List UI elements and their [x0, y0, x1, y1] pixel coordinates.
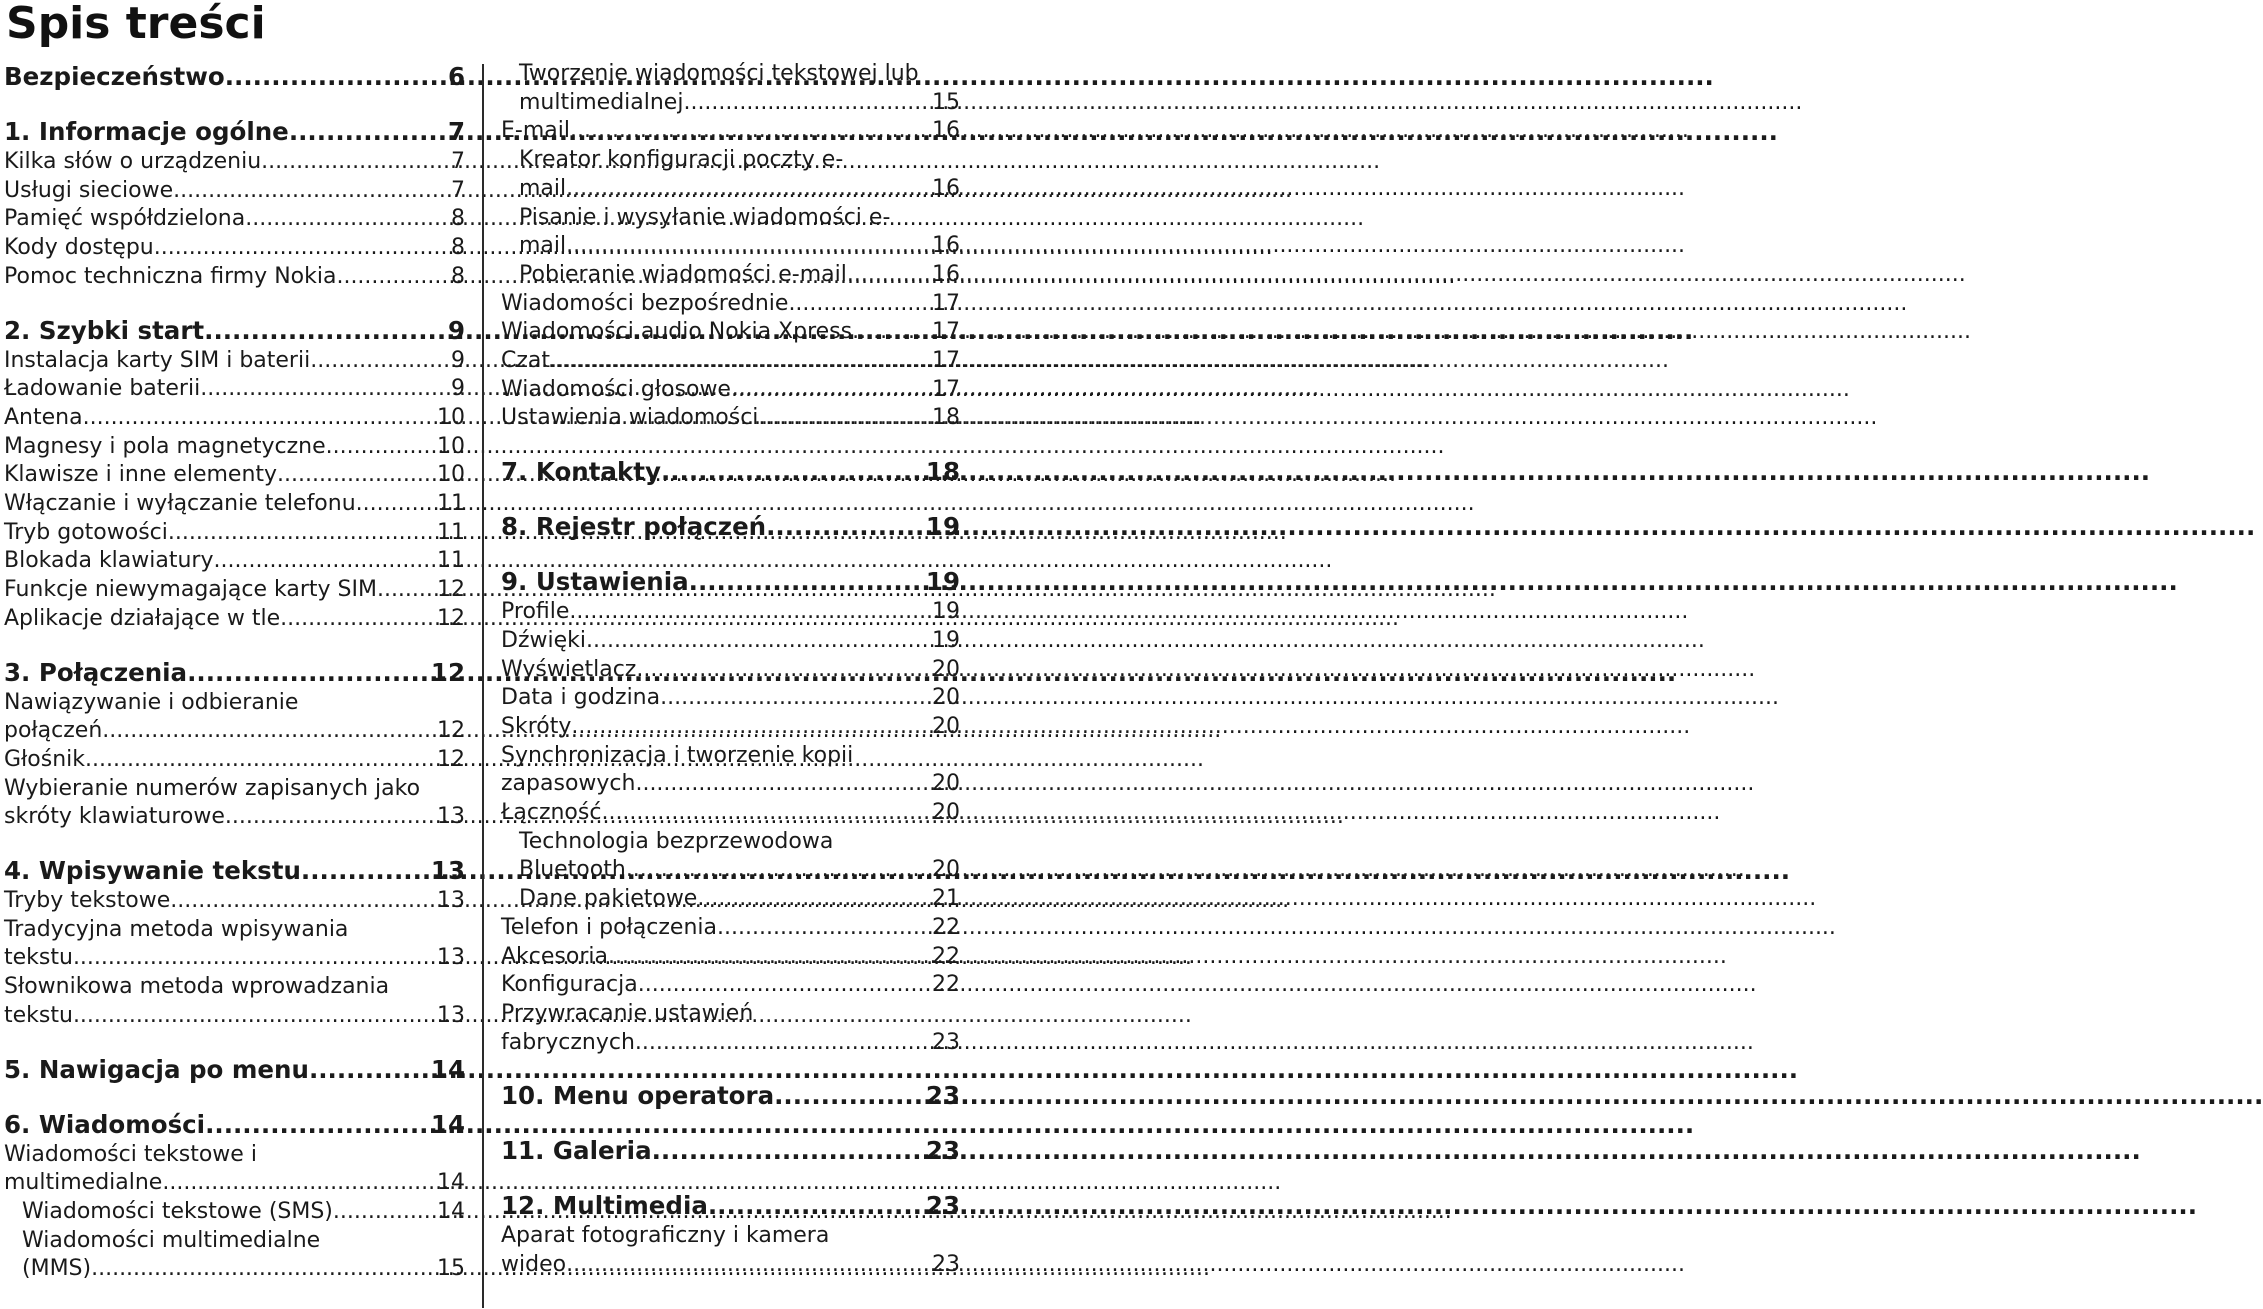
toc-section-entry[interactable]: [501, 1029, 960, 1058]
toc-section-entry[interactable]: [501, 770, 960, 799]
toc-entry-title: Bezpieczeństwo: [4, 62, 225, 91]
toc-page-number: 16: [932, 261, 960, 287]
dot-leader: [377, 576, 437, 605]
toc-entry-title: 1. Informacje ogólne: [4, 117, 289, 146]
toc-page-number: 17: [932, 348, 960, 374]
toc-entry-title: Usługi sieciowe: [4, 177, 174, 203]
toc-page-number: 22: [932, 972, 960, 998]
section-gap: [4, 93, 465, 115]
toc-page-number: 13: [437, 1002, 465, 1028]
toc-page-number: 16: [932, 233, 960, 259]
toc-section-entry[interactable]: [4, 234, 465, 263]
toc-entry-title: Instalacja karty SIM i baterii: [4, 347, 311, 373]
toc-section-entry[interactable]: [4, 461, 465, 490]
dot-leader: [173, 177, 451, 206]
toc-chapter-entry[interactable]: [4, 115, 465, 148]
toc-entry-title: Antena: [4, 404, 83, 430]
toc-page-number: 12: [437, 577, 465, 603]
toc-section-entry[interactable]: [4, 347, 465, 376]
toc-entry-line[interactable]: Słownikowa metoda wprowadzania: [4, 974, 390, 1000]
dot-leader: [601, 799, 932, 828]
toc-entry-title: Pamięć współdzielona: [4, 206, 246, 232]
toc-entry-title: Wiadomości tekstowe (SMS): [22, 1198, 333, 1224]
section-gap: [501, 1057, 960, 1079]
toc-entry-line[interactable]: Wybieranie numerów zapisanych jako: [4, 775, 421, 801]
toc-entry-line[interactable]: Pisanie i wysyłanie wiadomości e-: [519, 204, 891, 230]
toc-section-entry[interactable]: [4, 1002, 465, 1031]
dot-leader: [73, 1002, 437, 1031]
toc-page-number: 20: [932, 857, 960, 883]
section-gap: [501, 1167, 960, 1189]
toc-section-entry[interactable]: [4, 1255, 465, 1284]
toc-right-column: [501, 60, 960, 1280]
toc-page-number: 17: [932, 319, 960, 345]
toc-entry-line[interactable]: Przywracanie ustawień: [501, 1000, 754, 1026]
toc-entry-title: 5. Nawigacja po menu: [4, 1054, 309, 1084]
toc-entry-line[interactable]: Wiadomości multimedialne: [22, 1227, 321, 1253]
toc-section-entry[interactable]: [501, 404, 960, 433]
toc-entry-title: E-mail: [501, 118, 570, 144]
toc-page-number: 22: [932, 943, 960, 969]
toc-section-entry[interactable]: [4, 605, 465, 634]
dot-leader: [774, 1079, 926, 1112]
toc-page-number: 13: [437, 804, 465, 830]
toc-entry-line[interactable]: Nawiązywanie i odbieranie: [4, 689, 299, 715]
toc-entry-line[interactable]: Kreator konfiguracji poczty e-: [519, 147, 844, 173]
toc-section-entry[interactable]: [4, 576, 465, 605]
toc-page-number: 9: [451, 376, 465, 402]
toc-entry-title: Łączność: [501, 800, 602, 826]
toc-section-entry[interactable]: [501, 856, 960, 885]
toc-section-entry[interactable]: [501, 1251, 960, 1280]
toc-section-entry[interactable]: [4, 547, 465, 576]
toc-page-number: 7: [451, 177, 465, 203]
dot-leader: [683, 89, 932, 118]
toc-section-entry[interactable]: [501, 799, 960, 828]
toc-section-entry[interactable]: [501, 656, 960, 685]
toc-entry-title: Wiadomości bezpośrednie: [501, 290, 789, 316]
dot-leader: [310, 347, 451, 376]
toc-section-entry[interactable]: [501, 914, 960, 943]
dot-leader: [73, 944, 437, 973]
toc-page-number: 19: [932, 627, 960, 653]
dot-leader: [168, 519, 437, 548]
dot-leader: [608, 943, 932, 972]
toc-chapter-entry[interactable]: [501, 455, 960, 488]
dot-leader: [162, 1169, 437, 1198]
dot-leader: [205, 1108, 431, 1141]
toc-section-entry[interactable]: [4, 746, 465, 775]
toc-entry-title: tekstu: [4, 1002, 73, 1028]
dot-leader: [280, 605, 437, 634]
toc-section-entry[interactable]: [501, 885, 960, 914]
toc-section-entry[interactable]: [4, 803, 465, 832]
toc-page-number: 17: [932, 290, 960, 316]
dot-leader: [570, 117, 932, 146]
dot-leader: [566, 232, 932, 261]
toc-entry-title: Akcesoria: [501, 943, 608, 969]
dot-leader: [326, 433, 437, 462]
toc-section-entry[interactable]: [501, 684, 960, 713]
toc-page-number: 20: [932, 771, 960, 797]
section-gap: [4, 292, 465, 314]
dot-leader: [245, 205, 451, 234]
toc-page-number: 14: [437, 1170, 465, 1196]
dot-leader: [301, 854, 431, 887]
toc-section-entry[interactable]: [501, 943, 960, 972]
toc-entry-title: skróty klawiaturowe: [4, 804, 225, 830]
dot-leader: [660, 684, 932, 713]
dot-leader: [550, 347, 932, 376]
dot-leader: [336, 263, 451, 292]
toc-entry-title: 2. Szybki start: [4, 315, 205, 345]
toc-entry-title: mail: [519, 175, 567, 201]
dot-leader: [102, 717, 437, 746]
toc-page-number: 11: [437, 491, 465, 517]
dot-leader: [569, 598, 932, 627]
toc-page-number: 15: [437, 1256, 465, 1282]
toc-section-entry[interactable]: [4, 490, 465, 519]
dot-leader: [697, 885, 932, 914]
toc-entry-title: Klawisze i inne elementy: [4, 462, 278, 488]
toc-page-number: 19: [932, 599, 960, 625]
toc-section-entry[interactable]: [501, 627, 960, 656]
section-gap: [4, 1031, 465, 1053]
dot-leader: [566, 175, 932, 204]
dot-leader: [635, 1029, 932, 1058]
toc-page-number: 10: [437, 404, 465, 430]
toc-section-entry[interactable]: [501, 713, 960, 742]
dot-leader: [204, 314, 448, 347]
toc-entry-title: Pomoc techniczna firmy Nokia: [4, 263, 337, 289]
toc-section-entry[interactable]: [4, 944, 465, 973]
dot-leader: [277, 461, 437, 490]
toc-entry-title: 9. Ustawienia: [501, 567, 689, 597]
section-gap: [4, 832, 465, 854]
dot-leader: [289, 115, 448, 148]
dot-leader: [661, 455, 926, 488]
toc-entry-title: fabrycznych: [501, 1029, 635, 1055]
toc-page-number: 8: [451, 263, 465, 289]
toc-page-number: 12: [437, 718, 465, 744]
toc-page-number: 13: [437, 888, 465, 914]
toc-entry-title: Głośnik: [4, 746, 86, 772]
toc-entry-title: Wiadomości audio Nokia Xpress: [501, 319, 853, 345]
toc-entry-title: Skróty: [501, 713, 572, 739]
toc-chapter-entry[interactable]: [4, 1053, 465, 1086]
toc-entry-title: Magnesy i pola magnetyczne: [4, 433, 326, 459]
toc-page-number: 15: [932, 89, 960, 115]
dot-leader: [200, 375, 451, 404]
dot-leader: [225, 60, 448, 93]
toc-entry-title: mail: [519, 233, 567, 259]
toc-section-entry[interactable]: [4, 375, 465, 404]
toc-page-number: 23: [925, 1191, 960, 1221]
toc-page-number: 14: [437, 1198, 465, 1224]
toc-section-entry[interactable]: [501, 117, 960, 146]
toc-entry-title: Ładowanie baterii: [4, 376, 201, 402]
toc-entry-title: Tryb gotowości: [4, 519, 168, 545]
dot-leader: [85, 746, 437, 775]
dot-leader: [689, 565, 926, 598]
dot-leader: [309, 1053, 431, 1086]
toc-page-number: 14: [430, 1054, 465, 1084]
dot-leader: [187, 656, 431, 689]
toc-entry-title: Bluetooth: [519, 857, 626, 883]
toc-entry-title: 12. Multimedia: [501, 1191, 708, 1221]
toc-chapter-entry[interactable]: [4, 854, 465, 887]
dot-leader: [636, 656, 932, 685]
toc-section-entry[interactable]: [4, 404, 465, 433]
toc-section-entry[interactable]: [4, 717, 465, 746]
toc-entry-title: Ustawienia wiadomości: [501, 405, 759, 431]
toc-entry-title: Konfiguracja: [501, 972, 638, 998]
toc-page-number: 13: [430, 856, 465, 886]
toc-page-number: 9: [451, 347, 465, 373]
toc-entry-title: multimedialnej: [519, 89, 684, 115]
toc-page-number: 12: [437, 746, 465, 772]
dot-leader: [356, 490, 437, 519]
dot-leader: [717, 914, 932, 943]
dot-leader: [261, 148, 451, 177]
toc-section-entry[interactable]: [4, 1169, 465, 1198]
toc-page-number: 20: [932, 800, 960, 826]
toc-section-entry[interactable]: [501, 261, 960, 290]
toc-page-number: 17: [932, 376, 960, 402]
toc-page-number: 23: [932, 1252, 960, 1278]
toc-section-entry[interactable]: [501, 971, 960, 1000]
section-gap: [501, 488, 960, 510]
toc-entry-title: Data i godzina: [501, 685, 661, 711]
toc-page-number: 23: [932, 1029, 960, 1055]
dot-leader: [225, 803, 437, 832]
toc-page-number: 11: [437, 548, 465, 574]
toc-entry-line[interactable]: Technologia bezprzewodowa: [519, 828, 834, 854]
toc-entry-title: Dane pakietowe: [519, 886, 698, 912]
dot-leader: [708, 1189, 926, 1222]
toc-entry-line[interactable]: Wiadomości tekstowe i: [4, 1141, 257, 1167]
dot-leader: [847, 261, 932, 290]
toc-entry-line[interactable]: Aparat fotograficzny i kamera: [501, 1223, 830, 1249]
toc-section-entry[interactable]: [501, 318, 960, 347]
toc-page-number: 8: [451, 206, 465, 232]
toc-page-number: 8: [451, 235, 465, 261]
dot-leader: [852, 318, 932, 347]
toc-section-entry[interactable]: [501, 89, 960, 118]
toc-page-number: 14: [430, 1109, 465, 1139]
toc-entry-title: (MMS): [22, 1256, 92, 1282]
section-gap: [501, 543, 960, 565]
toc-page-number: 16: [932, 118, 960, 144]
toc-chapter-entry[interactable]: [4, 314, 465, 347]
dot-leader: [626, 856, 932, 885]
toc-page-number: 21: [932, 886, 960, 912]
toc-entry-title: 7. Kontakty: [501, 457, 661, 487]
toc-page-number: 18: [925, 457, 960, 487]
toc-section-entry[interactable]: [4, 177, 465, 206]
toc-entry-title: multimedialne: [4, 1170, 163, 1196]
section-gap: [501, 433, 960, 455]
dot-leader: [83, 404, 437, 433]
toc-page-number: 12: [437, 605, 465, 631]
dot-leader: [766, 510, 926, 543]
toc-section-entry[interactable]: [4, 1198, 465, 1227]
toc-section-entry[interactable]: [501, 175, 960, 204]
dot-leader: [170, 887, 437, 916]
toc-entry-title: Telefon i połączenia: [501, 914, 718, 940]
toc-section-entry[interactable]: [501, 347, 960, 376]
dot-leader: [638, 971, 932, 1000]
dot-leader: [214, 547, 438, 576]
toc-section-entry[interactable]: [4, 519, 465, 548]
section-gap: [4, 634, 465, 656]
toc-entry-title: Wyświetlacz: [501, 656, 637, 682]
toc-entry-title: zapasowych: [501, 771, 636, 797]
toc-page-number: 16: [932, 175, 960, 201]
toc-entry-title: Funkcje niewymagające karty SIM: [4, 577, 377, 603]
dot-leader: [154, 234, 451, 263]
dot-leader: [652, 1134, 926, 1167]
toc-page-number: 6: [447, 62, 465, 91]
dot-leader: [731, 376, 932, 405]
toc-entry-title: 10. Menu operatora: [501, 1081, 775, 1111]
toc-entry-title: Kilka słów o urządzeniu: [4, 149, 262, 174]
toc-page-number: 20: [932, 685, 960, 711]
toc-entry-title: Aplikacje działające w tle: [4, 605, 281, 631]
toc-entry-line[interactable]: Tworzenie wiadomości tekstowej lub: [519, 61, 919, 86]
toc-section-entry[interactable]: [501, 598, 960, 627]
toc-chapter-entry[interactable]: [501, 1134, 960, 1167]
toc-entry-line[interactable]: Synchronizacja i tworzenie kopii: [501, 742, 854, 768]
section-gap: [501, 1112, 960, 1134]
toc-chapter-entry[interactable]: [501, 510, 960, 543]
toc-entry-title: Blokada klawiatury: [4, 548, 214, 574]
dot-leader: [566, 1251, 932, 1280]
toc-entry-title: Wiadomości głosowe: [501, 376, 731, 402]
toc-section-entry[interactable]: [4, 205, 465, 234]
dot-leader: [758, 404, 932, 433]
toc-page-number: 23: [925, 1136, 960, 1166]
toc-chapter-entry[interactable]: [4, 60, 465, 93]
toc-chapter-entry[interactable]: [501, 1189, 960, 1222]
toc-entry-title: połączeń: [4, 718, 103, 744]
toc-entry-title: Dźwięki: [501, 627, 586, 653]
toc-entry-line[interactable]: Tradycyjna metoda wpisywania: [4, 916, 349, 942]
section-gap: [4, 1086, 465, 1108]
toc-section-entry[interactable]: [4, 148, 465, 177]
dot-leader: [333, 1198, 437, 1227]
toc-page-number: 19: [925, 512, 960, 542]
toc-section-entry[interactable]: [4, 887, 465, 916]
toc-section-entry[interactable]: [4, 433, 465, 462]
dot-leader: [788, 290, 932, 319]
dot-leader: [571, 713, 932, 742]
toc-page-number: 19: [925, 567, 960, 597]
toc-page-number: 7: [451, 149, 465, 174]
page-title: Spis treści: [6, 0, 266, 49]
toc-page-number: 10: [437, 462, 465, 488]
toc-entry-title: Czat: [501, 348, 551, 374]
toc-chapter-entry[interactable]: [501, 1079, 960, 1112]
toc-entry-title: Kody dostępu: [4, 235, 154, 261]
toc-entry-title: tekstu: [4, 945, 73, 971]
toc-page-number: 12: [430, 657, 465, 687]
toc-entry-title: 3. Połączenia: [4, 657, 188, 687]
toc-page-number: 9: [447, 315, 465, 345]
toc-section-entry[interactable]: [501, 376, 960, 405]
toc-page-number: 13: [437, 945, 465, 971]
toc-entry-title: Pobieranie wiadomości e-mail: [519, 261, 847, 287]
toc-section-entry[interactable]: [4, 263, 465, 292]
column-divider: [482, 64, 484, 1308]
toc-entry-title: Włączanie i wyłączanie telefonu: [4, 491, 356, 517]
toc-chapter-entry[interactable]: [501, 565, 960, 598]
toc-page-number: 11: [437, 519, 465, 545]
toc-section-entry[interactable]: [501, 232, 960, 261]
toc-page-number: 10: [437, 433, 465, 459]
toc-entry-title: 8. Rejestr połączeń: [501, 512, 767, 542]
toc-page-number: 20: [932, 656, 960, 682]
toc-chapter-entry[interactable]: [4, 1108, 465, 1141]
toc-entry-title: 11. Galeria: [501, 1136, 652, 1166]
dot-leader: [91, 1255, 437, 1284]
toc-page-number: 18: [932, 405, 960, 431]
toc-chapter-entry[interactable]: [4, 656, 465, 689]
toc-entry-title: Profile: [501, 599, 570, 625]
dot-leader: [586, 627, 932, 656]
toc-entry-title: Tryby tekstowe: [4, 888, 171, 914]
dot-leader: [635, 770, 932, 799]
toc-page-number: 20: [932, 713, 960, 739]
toc-entry-title: 4. Wpisywanie tekstu: [4, 856, 301, 886]
toc-left-column: [4, 60, 465, 1284]
toc-page-number: 7: [447, 117, 465, 146]
toc-section-entry[interactable]: [501, 290, 960, 319]
toc-entry-title: 6. Wiadomości: [4, 1109, 206, 1139]
toc-entry-title: wideo: [501, 1252, 567, 1278]
toc-page-number: 22: [932, 914, 960, 940]
toc-page-number: 23: [925, 1081, 960, 1111]
